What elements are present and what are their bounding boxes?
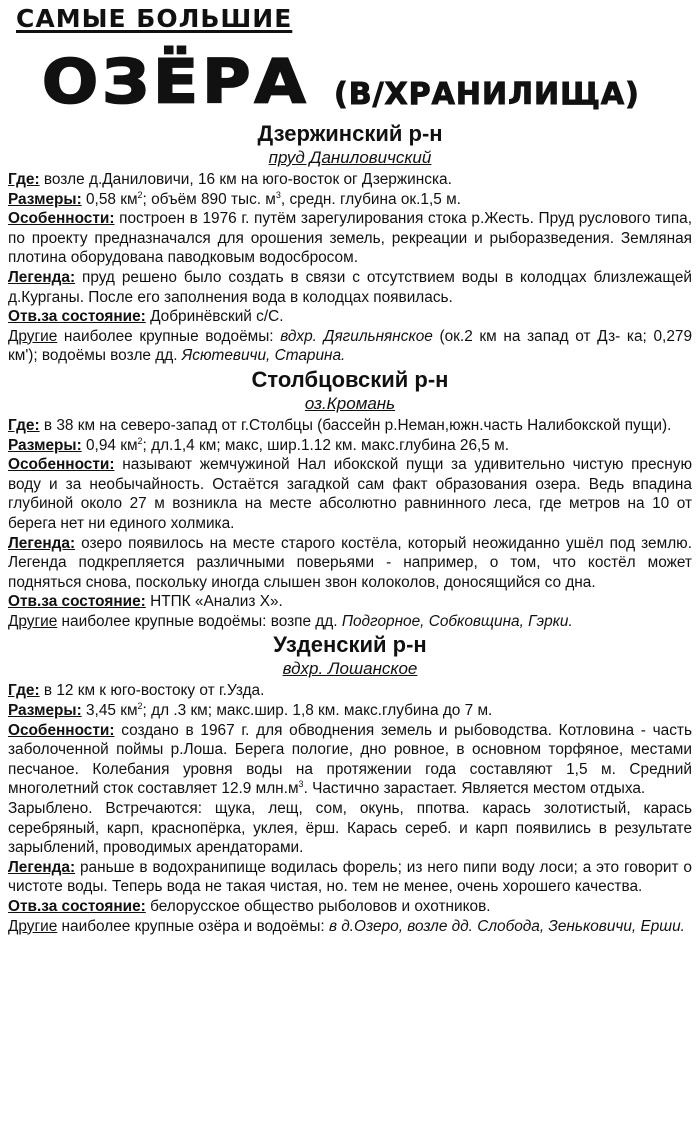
where-label: Где: <box>8 682 40 700</box>
resp-label: Отв.за состояние: <box>8 308 146 326</box>
features-label: Особенности: <box>8 456 115 474</box>
size-label: Размеры: <box>8 702 82 720</box>
size-label: Размеры: <box>8 190 82 208</box>
features-paragraph <box>8 209 692 268</box>
section-dzerzhinsky <box>8 120 692 366</box>
other-paragraph <box>8 327 692 366</box>
fish-paragraph: Зарыблено. Встречаются: щука, лещ, сом, окунь, ппотва. карась золотистый, карась серебряный, карп, краснопёрка, уклея, ёрш. Карась сереб. и карп появились в результате зарыблений, проводимых арендаторами. <box>8 800 692 857</box>
where-text: в 12 км к юго-востоку от г.Узда. <box>39 682 265 700</box>
legend-paragraph <box>8 858 692 897</box>
district-title: Дзержинский р-н <box>257 121 443 146</box>
features-paragraph <box>8 455 692 533</box>
legend-label: Легенда: <box>8 268 76 286</box>
size-sup: 2 <box>137 435 143 446</box>
section-stolbtsy <box>8 366 692 632</box>
where-paragraph <box>8 681 692 701</box>
lake-name: оз.Кромань <box>304 393 396 413</box>
where-paragraph <box>8 416 692 436</box>
legend-label: Легенда: <box>8 858 76 876</box>
lake-name: пруд Даниловичский <box>268 148 432 167</box>
header-title: ОЗЁРА <box>42 46 310 118</box>
other-paragraph <box>8 917 692 937</box>
header-line1: САМЫЕ БОЛЬШИЕ <box>16 4 293 33</box>
size-text: ; дл .3 км; макс.шир. 1,8 км. макс.глубина до 7 м. <box>142 702 493 720</box>
size-text: ; дл.1,4 км; макс, шир.1.12 км. макс.глубина 26,5 м. <box>142 436 510 454</box>
size-sup: 2 <box>137 700 143 711</box>
resp-paragraph <box>8 592 692 612</box>
features-label: Особенности: <box>8 210 115 228</box>
other-text: наиболее крупные водоёмы: <box>57 327 281 345</box>
where-paragraph <box>8 170 692 190</box>
resp-paragraph <box>8 897 692 917</box>
lake-name: вдхр. Лошанское <box>282 659 418 679</box>
other-label: Другие <box>8 917 58 935</box>
legend-label: Легенда: <box>8 534 76 552</box>
size-sup: 2 <box>137 189 143 200</box>
features-paragraph <box>8 721 692 799</box>
size-text: 0,94 км <box>81 436 138 454</box>
features-text: построен в 1976 г. путём зарегулирования стока р.Жесть. Пруд руслового типа, по проекту предназначался для орошения земель, рекреации и рыборазведения. Земляная плотина оборудована паводковым водосбросом. <box>8 210 692 267</box>
size-text: 3,45 км <box>81 702 138 720</box>
section-uzda <box>8 631 692 936</box>
size-label: Размеры: <box>8 436 82 454</box>
size-sup: 3 <box>275 189 281 200</box>
size-paragraph <box>8 701 692 721</box>
where-label: Где: <box>8 171 40 188</box>
where-text: возле д.Даниловичи, 16 км на юго-восток ог Дзержинска. <box>39 171 452 188</box>
other-text: в д.Озеро, возле дд. Слобода, Зеньковичи, Ерши. <box>328 917 685 935</box>
resp-text: белорусское общество рыболовов и охотников. <box>145 898 491 915</box>
where-text: в 38 км на северо-запад от г.Столбцы (бассейн р.Неман,южн.часть Налибокской пущи). <box>39 416 672 434</box>
legend-text: раньше в водохранипище водилась форель; из него пипи воду лоси; а это говорит о чистоте воды. Теперь вода не такая чистая, но. тем не менее, очень хорошего качества. <box>8 858 692 896</box>
other-paragraph <box>8 612 692 632</box>
features-sup: 3 <box>298 779 304 790</box>
features-text: . Частично зарастает. Является местом отдыха. <box>303 780 646 798</box>
where-label: Где: <box>8 416 40 434</box>
header-subtitle: (В/ХРАНИЛИЩА) <box>334 77 640 112</box>
district-title: Узденский р-н <box>273 632 427 658</box>
size-text: 0,58 км <box>81 190 138 208</box>
features-label: Особенности: <box>8 721 115 739</box>
other-text: наиболее крупные водоёмы: возпе дд. <box>57 612 342 630</box>
other-text: Ясютевичи, Старина. <box>181 347 346 365</box>
other-text: Подгорное, Собковщина, Гэрки. <box>341 612 573 630</box>
features-text: называют жемчужиной Нал ибокской пущи за удивительно чистую пресную воду и за необычайность. Остаётся загадкой сам факт образования озера. Ведь впадина глубиной около 27 м возникла на месте абсолютно равнинного леса, где метров на 10 от берега нет ни единого холмика. <box>8 456 692 532</box>
resp-paragraph <box>8 307 692 327</box>
legend-text: озеро появилось на месте старого костёла, который неожиданно ушёл под землю. Легенда подкрепляется различными поверьями - например, о том, что костёл может подняться снова, поскольку иногда слышен звон колоколов, доносящийся со дна. <box>8 534 692 591</box>
size-paragraph <box>8 190 692 210</box>
resp-label: Отв.за состояние: <box>8 898 146 915</box>
other-text: (ок.2 км на запад от Дз- ка; 0,279 км'); водоёмы возле дд. <box>8 327 693 365</box>
other-label: Другие <box>8 612 58 630</box>
features-text: создано в 1967 г. для обводнения земель и рыбоводства. Котловина - часть заболоченной поймы р.Лоша. Берега пологие, дно ровное, в основном торфяное, местами песчаное. Колебания уровня воды на протяжении года составляют 1,5 м. Средний многолетний сток составляет 12.9 млн.м <box>8 721 692 798</box>
size-text: , средн. глубина ок.1,5 м. <box>280 190 461 208</box>
legend-paragraph <box>8 268 692 307</box>
other-label: Другие <box>8 327 58 345</box>
resp-text: Добринёвский с/С. <box>145 308 284 326</box>
article-body <box>8 120 692 936</box>
other-text: наиболее крупные озёра и водоёмы: <box>57 917 329 935</box>
size-paragraph <box>8 436 692 456</box>
legend-text: пруд решено было создать в связи с отсутствием воды в колодцах близлежащей д.Курганы. После его заполнения вода в колодцах появилась. <box>8 268 692 306</box>
resp-label: Отв.за состояние: <box>8 593 146 611</box>
legend-paragraph <box>8 534 692 593</box>
resp-text: НТПК «Анализ Х». <box>145 593 283 611</box>
other-text: вдхр. Дягильнянское <box>280 327 433 345</box>
size-text: ; объём 890 тыс. м <box>142 190 276 208</box>
district-title: Столбцовский р-н <box>251 366 449 392</box>
